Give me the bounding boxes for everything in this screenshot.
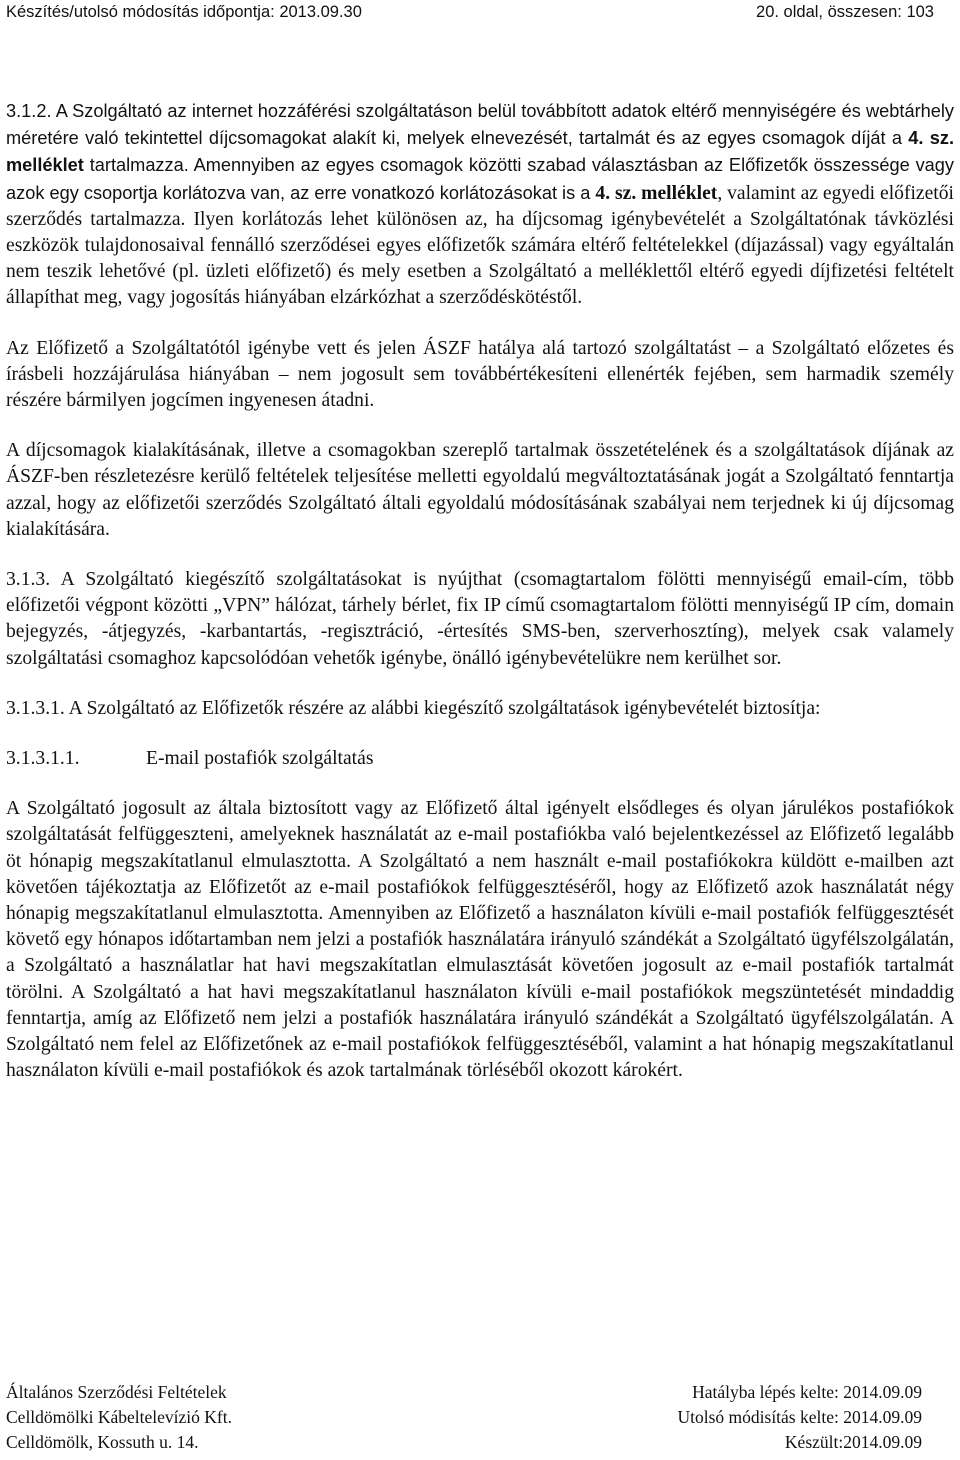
footer-doc-title: Általános Szerződési Feltételek — [6, 1382, 227, 1402]
section-heading-email — [6, 746, 954, 772]
footer-row — [6, 1405, 922, 1430]
footer-effective-date: Hatályba lépés kelte: 2014.09.09 — [692, 1382, 922, 1402]
footer-row — [6, 1380, 922, 1405]
footer-row — [6, 1430, 922, 1455]
paragraph-3-1-2-restriction: Ilyen korlátozás lehet különösen az, ha díjcsomag igénybevételét a Szolgáltatónak távközlési eszközök tulajdonosaival fennálló szerződései egyes előfizetők számára eltérő feltételekkel (díjazással) vagy egyáltalán nem teszik lehetővé (pl. üzleti előfizető) és mely esetben a Szolgáltató a melléklettől eltérő egyedi díjfizetési feltételt állapíthat meg, vagy jogosítás hiányában elzárkózhat a szerződéskötéstől. — [6, 208, 954, 309]
paragraph-package-modification: A díjcsomagok kialakításának, illetve a csomagokban szereplő tartalmak összetételének és a szolgáltatások díjának az ÁSZF-ben részletezésre kerülő feltételek teljesítése melletti egyoldalú megváltoztatásának jogát a Szolgáltató fenntartja azzal, hogy az előfizetői szerződés Szolgáltató általi egyoldalú módosításának szabályai nem terjednek ki új díjcsomag kialakítására. — [6, 440, 954, 540]
header-timestamp: Készítés/utolsó módosítás időpontja: 2013.09.30 — [6, 3, 362, 21]
footer-company: Celldömölki Kábeltelevízió Kft. — [6, 1407, 232, 1427]
section-number: 3.1.3.1.1. — [6, 748, 80, 770]
paragraph-3-1-3-1: 3.1.3.1. A Szolgáltató az Előfizetők részére az alábbi kiegészítő szolgáltatások igénybevételét biztosítja: — [6, 697, 821, 719]
paragraph-3-1-3: 3.1.3. A Szolgáltató kiegészítő szolgáltatásokat is nyújthat (csomagtartalom fölötti mennyiségű email-cím, több előfizetői végpont közötti „VPN” hálózat, tárhely bérlet, fix IP című csomagtartalom fölötti mennyiségű IP cím, domain bejegyzés, -átjegyzés, -karbantartás, -regisztráció, -értesítés SMS-ben, szerverhosztíng), melyek csak valamely szolgáltatási csomaghoz kapcsolódóan vehetők igénybe, önálló igénybevételükre nem kerülhet sor. — [6, 569, 954, 669]
page-header — [6, 2, 936, 22]
paragraph-3-1-2-mid: tartalmazza. Amennyiben az egyes csomagok közötti szabad választásban az Előfizetők összessége vagy azok egy csoportja korlátozva van, az erre vonatkozó korlátozásokat is a — [6, 155, 954, 203]
footer-modified-date: Utolsó módisítás kelte: 2014.09.09 — [677, 1407, 922, 1427]
annex-reference: 4. sz. melléklet — [595, 182, 718, 204]
annex-reference: 4. sz. melléklet — [6, 128, 954, 176]
footer-created-date: Készült:2014.09.09 — [784, 1432, 922, 1452]
paragraph-email-suspension: A Szolgáltató jogosult az általa biztosított vagy az Előfizető által igényelt elsődleges és olyan járulékos postafiókok szolgáltatását felfüggeszteni, amelyeknek használatát az e-mail postafiókba való bejelentkezéssel az Előfizető legalább öt hónapig megszakítatlanul elmulasztotta. A Szolgáltató a nem használt e-mail postafiókokra küldött e-mailben azt követően tájékoztatja az Előfizetőt az e-mail postafiókok felfüggesztéséről, hogy az Előfizető azok használatát négy hónapig megszakítatlanul elmulasztotta. Amennyiben az Előfizető a használaton kívüli e-mail postafiók felfüggesztését követő egy hónapos időtartamban nem jelzi a postafiók használatára irányuló szándékát a Szolgáltató ügyfélszolgálatán, a Szolgáltató a használatlar hat havi megszakítatlan elmulasztását követően jogosult az e-mail postafiók tartalmát törölni. A Szolgáltató a hat havi megszakítatlanul használaton kívüli e-mail postafiókok megszüntetését mindaddig fenntartja, amíg az Előfizető nem jelzi a postafiók használatára irányuló szándékát a Szolgáltató ügyfélszolgálatán. A Szolgáltató nem felel az Előfizetőnek az e-mail postafiókok felfüggesztéséből, valamint a hat hónapig megszakítatlanul használaton kívüli e-mail postafiókok és azok tartalmának törléséből okozott károkért. — [6, 798, 954, 1082]
footer-address: Celldömölk, Kossuth u. 14. — [6, 1432, 199, 1452]
document-body — [6, 98, 954, 1109]
paragraph-3-1-2 — [6, 98, 954, 312]
page-footer — [6, 1380, 922, 1455]
header-page-number: 20. oldal, összesen: 103 — [756, 3, 934, 21]
paragraph-resale: Az Előfizető a Szolgáltatótól igénybe vett és jelen ÁSZF hatálya alá tartozó szolgáltatást – a Szolgáltató előzetes és írásbeli hozzájárulása hiányában – nem jogosult sem továbbértékesíteni ellenérték fejében, sem harmadik személy részére bármilyen jogcímen ingyenesen átadni. — [6, 337, 954, 412]
paragraph-3-1-2-intro: 3.1.2. A Szolgáltató az internet hozzáférési szolgáltatáson belül továbbított adatok eltérő mennyiségére és webtárhely méretére való tekintettel díjcsomagokat alakít ki, melyek elnevezését, tartalmát és az egyes csomagok díját a — [6, 101, 954, 149]
paragraph-3-1-2-tail: , valamint az egyedi előfizetői szerződés tartalmazza. — [6, 182, 954, 230]
section-title: E-mail postafiók szolgáltatás — [146, 748, 374, 770]
